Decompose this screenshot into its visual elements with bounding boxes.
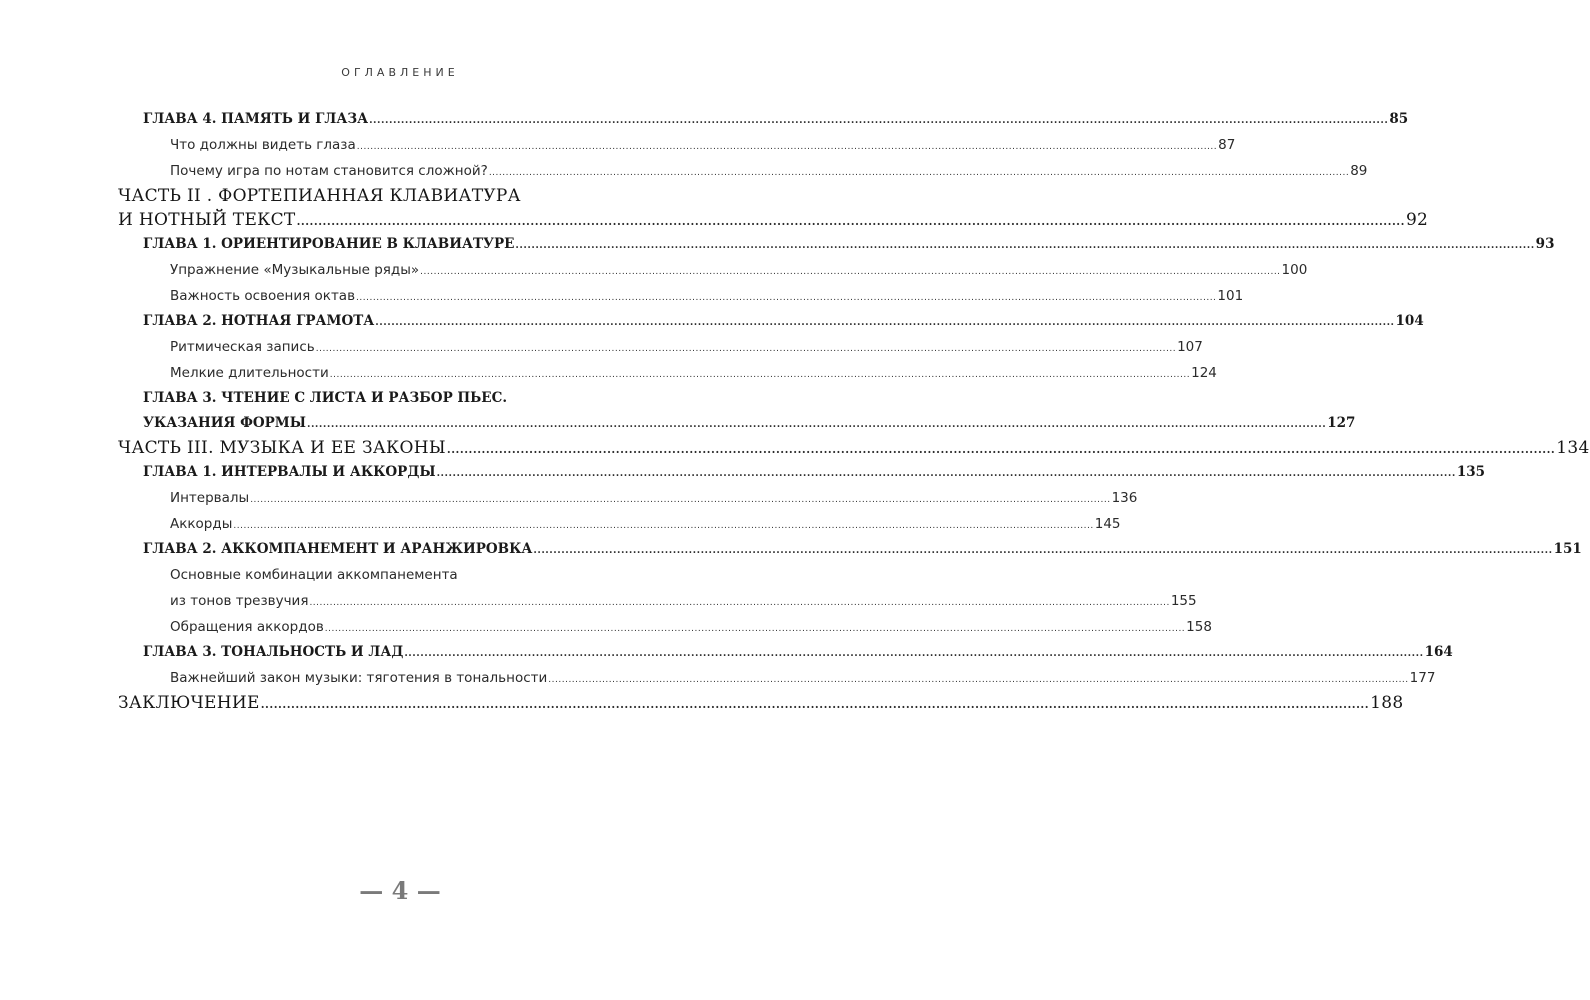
toc-entry-section[interactable]: [170, 334, 1203, 360]
dot-leader: [356, 283, 1216, 311]
page-number: — 4 —: [359, 876, 441, 905]
toc-entry-page: 134: [1556, 438, 1590, 458]
toc-entry-title: Почему игра по нотам становится сложной?: [170, 163, 488, 179]
dot-leader: [369, 107, 1388, 133]
dot-leader: [297, 208, 1405, 234]
toc-entry-title: Интервалы: [170, 490, 250, 506]
toc-entry-page: 124: [1191, 365, 1217, 381]
toc-entry-title: Упражнение «Музыкальные ряды»: [170, 262, 420, 278]
toc-entry-section[interactable]: [170, 257, 1308, 283]
dot-leader: [316, 334, 1176, 362]
dot-leader: [357, 132, 1217, 160]
toc-entry-page: 101: [1217, 288, 1244, 304]
toc-entry-section[interactable]: [170, 588, 1197, 614]
toc-entry-title: Обращения аккордов: [170, 619, 324, 635]
toc-entry-page: 145: [1094, 516, 1121, 532]
table-of-contents: [118, 107, 1590, 715]
toc-entry-chapter[interactable]: [143, 640, 1453, 665]
toc-entry-page: 104: [1395, 313, 1424, 329]
dot-leader: [447, 436, 1555, 462]
toc-entry-section[interactable]: [170, 283, 1244, 309]
dot-leader: [515, 232, 1534, 258]
toc-entry-chapter[interactable]: [143, 107, 1409, 132]
dot-leader: [261, 691, 1369, 717]
dot-leader: [330, 360, 1190, 388]
toc-entry-part-title-line[interactable]: ЧАСТЬ II . ФОРТЕПИАННАЯ КЛАВИАТУРА: [118, 186, 521, 206]
toc-entry-title: Ритмическая запись: [170, 339, 315, 355]
toc-entry-conclusion[interactable]: [118, 691, 1404, 715]
toc-entry-page: 107: [1177, 339, 1203, 355]
toc-entry-title: ГЛАВА 2. АККОМПАНЕМЕНТ И АРАНЖИРОВКА: [143, 541, 533, 557]
toc-entry-page: 158: [1186, 619, 1212, 635]
dot-leader: [307, 411, 1326, 437]
toc-entry-section[interactable]: [170, 665, 1436, 691]
toc-entry-page: 177: [1409, 670, 1436, 686]
toc-entry-section[interactable]: [170, 132, 1236, 158]
toc-entry-page: 151: [1553, 541, 1582, 557]
running-header: ОГЛАВЛЕНИЕ: [341, 66, 459, 79]
toc-entry-chapter[interactable]: [143, 309, 1424, 334]
toc-entry-chapter-title-line[interactable]: ГЛАВА 3. ЧТЕНИЕ С ЛИСТА И РАЗБОР ПЬЕС.: [143, 390, 508, 406]
dot-leader: [489, 158, 1349, 186]
toc-entry-title: ГЛАВА 1. ИНТЕРВАЛЫ И АККОРДЫ: [143, 464, 436, 480]
toc-entry-part[interactable]: [118, 208, 1429, 232]
toc-entry-section[interactable]: [170, 485, 1138, 511]
dot-leader: [309, 588, 1169, 616]
toc-entry-page: 87: [1218, 137, 1236, 153]
toc-entry-title: Аккорды: [170, 516, 233, 532]
toc-entry-title: Важность освоения октав: [170, 288, 356, 304]
toc-entry-title: ЧАСТЬ III. МУЗЫКА И ЕЕ ЗАКОНЫ: [118, 438, 446, 458]
toc-entry-title: ГЛАВА 2. НОТНАЯ ГРАМОТА: [143, 313, 375, 329]
toc-entry-chapter[interactable]: [143, 232, 1555, 257]
toc-entry-title: из тонов трезвучия: [170, 593, 309, 609]
toc-entry-page: 135: [1456, 464, 1486, 480]
toc-entry-title: Что должны видеть глаза: [170, 137, 356, 153]
toc-entry-title: ГЛАВА 1. ОРИЕНТИРОВАНИЕ В КЛАВИАТУРЕ: [143, 236, 515, 252]
toc-entry-title: ЗАКЛЮЧЕНИЕ: [118, 693, 260, 713]
toc-entry-section[interactable]: [170, 360, 1217, 386]
toc-entry-title: Мелкие длительности: [170, 365, 329, 381]
toc-entry-section[interactable]: [170, 614, 1212, 640]
dot-leader: [233, 511, 1093, 539]
dot-leader: [420, 257, 1280, 285]
dot-leader: [325, 614, 1185, 642]
toc-entry-page: 164: [1424, 644, 1453, 660]
dot-leader: [250, 485, 1110, 513]
toc-entry-title: УКАЗАНИЯ ФОРМЫ: [143, 415, 306, 431]
toc-entry-page: 89: [1350, 163, 1368, 179]
dot-leader: [375, 309, 1394, 335]
toc-entry-title: И НОТНЫЙ ТЕКСТ: [118, 210, 296, 230]
toc-entry-page: 136: [1111, 490, 1138, 506]
dot-leader: [437, 460, 1456, 486]
toc-entry-page: 127: [1327, 415, 1356, 431]
toc-entry-chapter[interactable]: [143, 537, 1582, 562]
toc-entry-title: ГЛАВА 4. ПАМЯТЬ И ГЛАЗА: [143, 111, 369, 127]
toc-entry-page: 188: [1370, 693, 1404, 713]
toc-entry-page: 92: [1405, 210, 1429, 230]
toc-entry-chapter[interactable]: [143, 411, 1356, 436]
toc-entry-page: 85: [1389, 111, 1409, 127]
toc-entry-chapter[interactable]: [143, 460, 1486, 485]
toc-entry-page: 100: [1281, 262, 1308, 278]
toc-entry-section[interactable]: [170, 511, 1121, 537]
dot-leader: [404, 640, 1423, 666]
toc-entry-title: ГЛАВА 3. ТОНАЛЬНОСТЬ И ЛАД: [143, 644, 404, 660]
toc-entry-section-title-line[interactable]: Основные комбинации аккомпанемента: [170, 567, 458, 583]
toc-entry-part[interactable]: [118, 436, 1590, 460]
toc-entry-section[interactable]: [170, 158, 1368, 184]
toc-entry-page: 155: [1170, 593, 1197, 609]
dot-leader: [533, 537, 1552, 563]
dot-leader: [548, 665, 1408, 693]
toc-entry-title: Важнейший закон музыки: тяготения в тональности: [170, 670, 548, 686]
toc-entry-page: 93: [1535, 236, 1555, 252]
